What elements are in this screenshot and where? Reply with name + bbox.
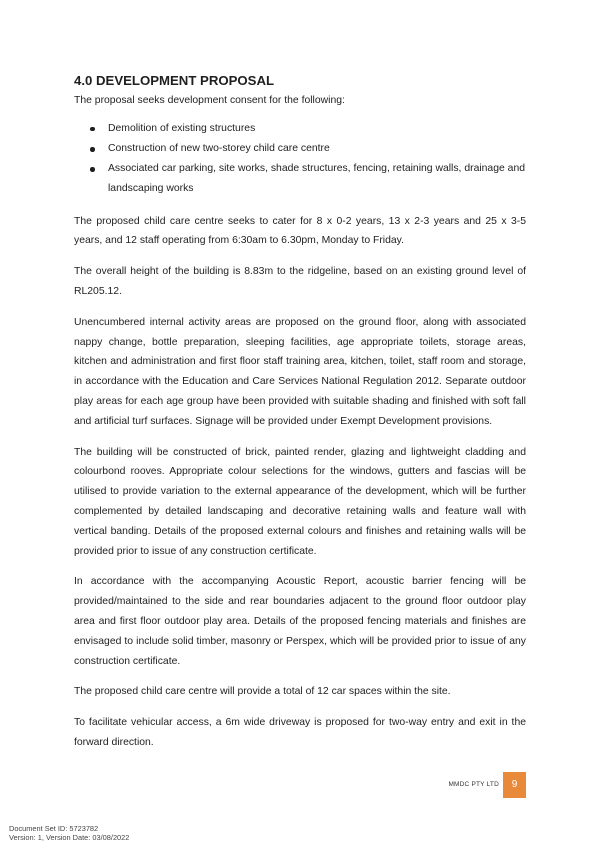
document-version: Version: 1, Version Date: 03/08/2022 bbox=[9, 833, 130, 842]
bullet-list bbox=[74, 119, 526, 200]
paragraph-construction: The building will be constructed of brick, painted render, glazing and lightweight cladding and colourbond rooves. Appropriate colour selections for the windows, gutters and fascias will be utilised to provide variation to the external appearance of the development, which will be further complemented by detailed landscaping and decorative retaining walls and feature wall with vertical banding. Details of the proposed external colours and finishes and retaining walls will be provided prior to issue of any construction certificate. bbox=[74, 446, 526, 557]
paragraph-height: The overall height of the building is 8.83m to the ridgeline, based on an existing ground level of RL205.12. bbox=[74, 266, 526, 297]
section-heading: 4.0 DEVELOPMENT PROPOSAL bbox=[74, 73, 275, 88]
footer-company: MMDC PTY LTD bbox=[448, 781, 499, 788]
paragraph-access: To facilitate vehicular access, a 6m wide driveway is proposed for two-way entry and exit in the forward direction. bbox=[74, 717, 526, 748]
paragraph-acoustic: In accordance with the accompanying Acoustic Report, acoustic barrier fencing will be provided/maintained to the side and rear boundaries adjacent to the ground floor outdoor play area and first floor outdoor play area. Details of the proposed fencing materials and finishes are envisaged to include solid timber, masonry or Perspex, which will be provided prior to issue of any construction certificate. bbox=[74, 576, 526, 667]
list-item: Associated car parking, site works, shade structures, fencing, retaining walls, drainage and landscaping works bbox=[74, 159, 526, 199]
list-item: Demolition of existing structures bbox=[74, 119, 526, 139]
page-number: 9 bbox=[503, 772, 526, 798]
list-item: Construction of new two-storey child care centre bbox=[74, 139, 526, 159]
paragraph-activity-areas: Unencumbered internal activity areas are proposed on the ground floor, along with associated nappy change, bottle preparation, sleeping facilities, age appropriate toilets, storage areas, kitchen and administration and first floor staff training area, kitchen, toilet, staff room and storage, in accordance with the Education and Care Services National Regulation 2012. Separate outdoor play areas for each age group have been provided with suitable shading and finished with soft fall and artificial turf surfaces. Signage will be provided under Exempt Development provisions. bbox=[74, 316, 526, 427]
intro-text: The proposal seeks development consent for the following: bbox=[74, 95, 345, 106]
paragraph-car-spaces: The proposed child care centre will provide a total of 12 car spaces within the site. bbox=[74, 686, 451, 698]
paragraph-capacity: The proposed child care centre seeks to cater for 8 x 0-2 years, 13 x 2-3 years and 25 x 3-5 years, and 12 staff operating from 6:30am to 6.30pm, Monday to Friday. bbox=[74, 215, 526, 247]
document-set-id: Document Set ID: 5723782 bbox=[9, 824, 99, 833]
page-content bbox=[74, 73, 526, 753]
document-set-info bbox=[9, 824, 129, 842]
